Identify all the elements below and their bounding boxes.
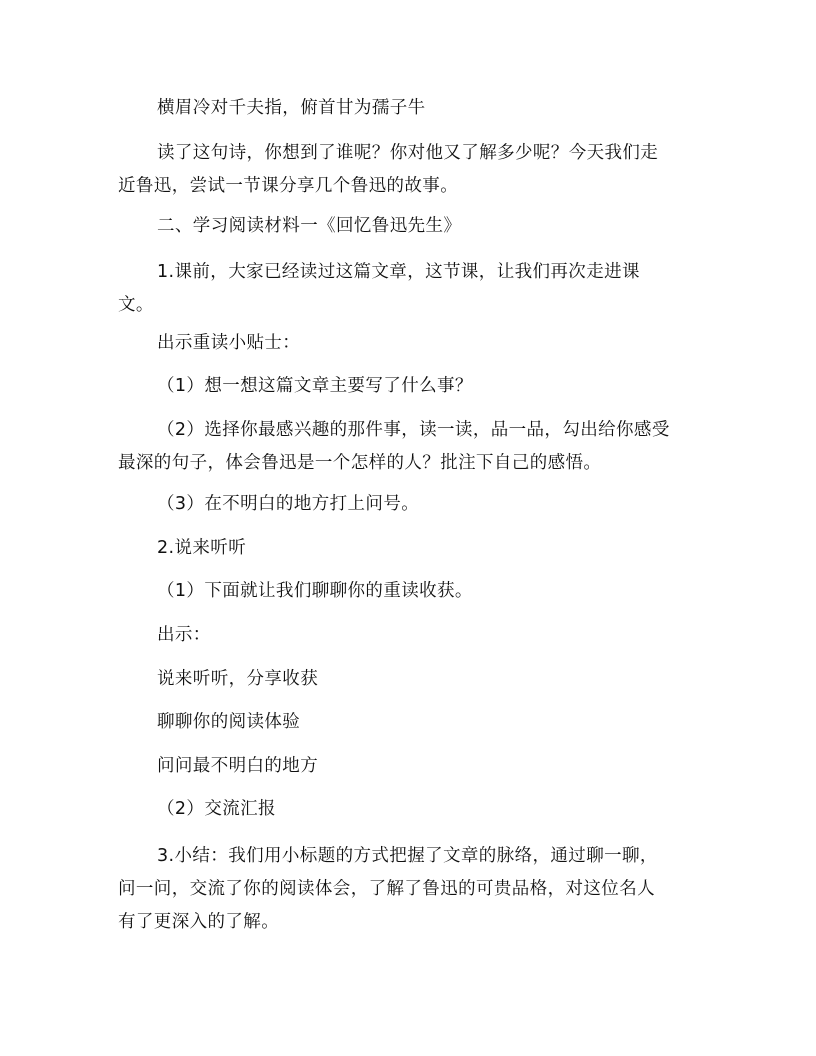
text-line: 问问最不明白的地方 [157, 756, 319, 776]
intro-paragraph [118, 137, 698, 203]
text-line: （3）在不明白的地方打上问号。 [157, 494, 420, 514]
text-line: 近鲁迅，尝试一节课分享几个鲁迅的故事。 [118, 176, 459, 196]
text-line: （1）下面就让我们聊聊你的重读收获。 [157, 581, 473, 601]
tips-heading [118, 327, 698, 360]
text-line: 最深的句子，体会鲁迅是一个怎样的人？批注下自己的感悟。 [118, 453, 602, 473]
text-line: 读了这句诗，你想到了谁呢？你对他又了解多少呢？今天我们走 [157, 143, 659, 163]
text-line: （2）交流汇报 [157, 799, 276, 819]
tip-3 [118, 488, 698, 521]
poem-line [118, 92, 698, 125]
step-2-item-2 [118, 793, 698, 826]
tip-2 [118, 414, 698, 480]
text-line: 3.小结：我们用小标题的方式把握了文章的脉络，通过聊一聊， [157, 846, 658, 866]
text-line: 文。 [118, 295, 154, 315]
text-line: 有了更深入的了解。 [118, 912, 280, 932]
text-line: 聊聊你的阅读体验 [157, 712, 301, 732]
text-line: 出示： [157, 625, 211, 645]
section-heading [118, 210, 698, 243]
show-heading [118, 619, 698, 652]
show-item-3 [118, 750, 698, 783]
text-line: 问一问，交流了你的阅读体会，了解了鲁迅的可贵品格，对这位名人 [118, 879, 655, 899]
step-2-item-1 [118, 575, 698, 608]
text-line: 2.说来听听 [157, 538, 247, 558]
show-item-2 [118, 706, 698, 739]
text-line: 1.课前，大家已经读过这篇文章，这节课，让我们再次走进课 [157, 262, 640, 282]
text-line: （1）想一想这篇文章主要写了什么事？ [157, 376, 473, 396]
text-line: 说来听听，分享收获 [157, 669, 319, 689]
step-2-heading [118, 532, 698, 565]
step-1-paragraph [118, 256, 698, 322]
text-line: 横眉冷对千夫指，俯首甘为孺子牛 [157, 98, 426, 118]
show-item-1 [118, 663, 698, 696]
text-line: （2）选择你最感兴趣的那件事，读一读，品一品，勾出给你感受 [157, 420, 670, 440]
text-line: 出示重读小贴士： [157, 333, 301, 353]
text-line: 二、学习阅读材料一《回忆鲁迅先生》 [157, 216, 462, 236]
summary-paragraph [118, 840, 698, 939]
tip-1 [118, 370, 698, 403]
